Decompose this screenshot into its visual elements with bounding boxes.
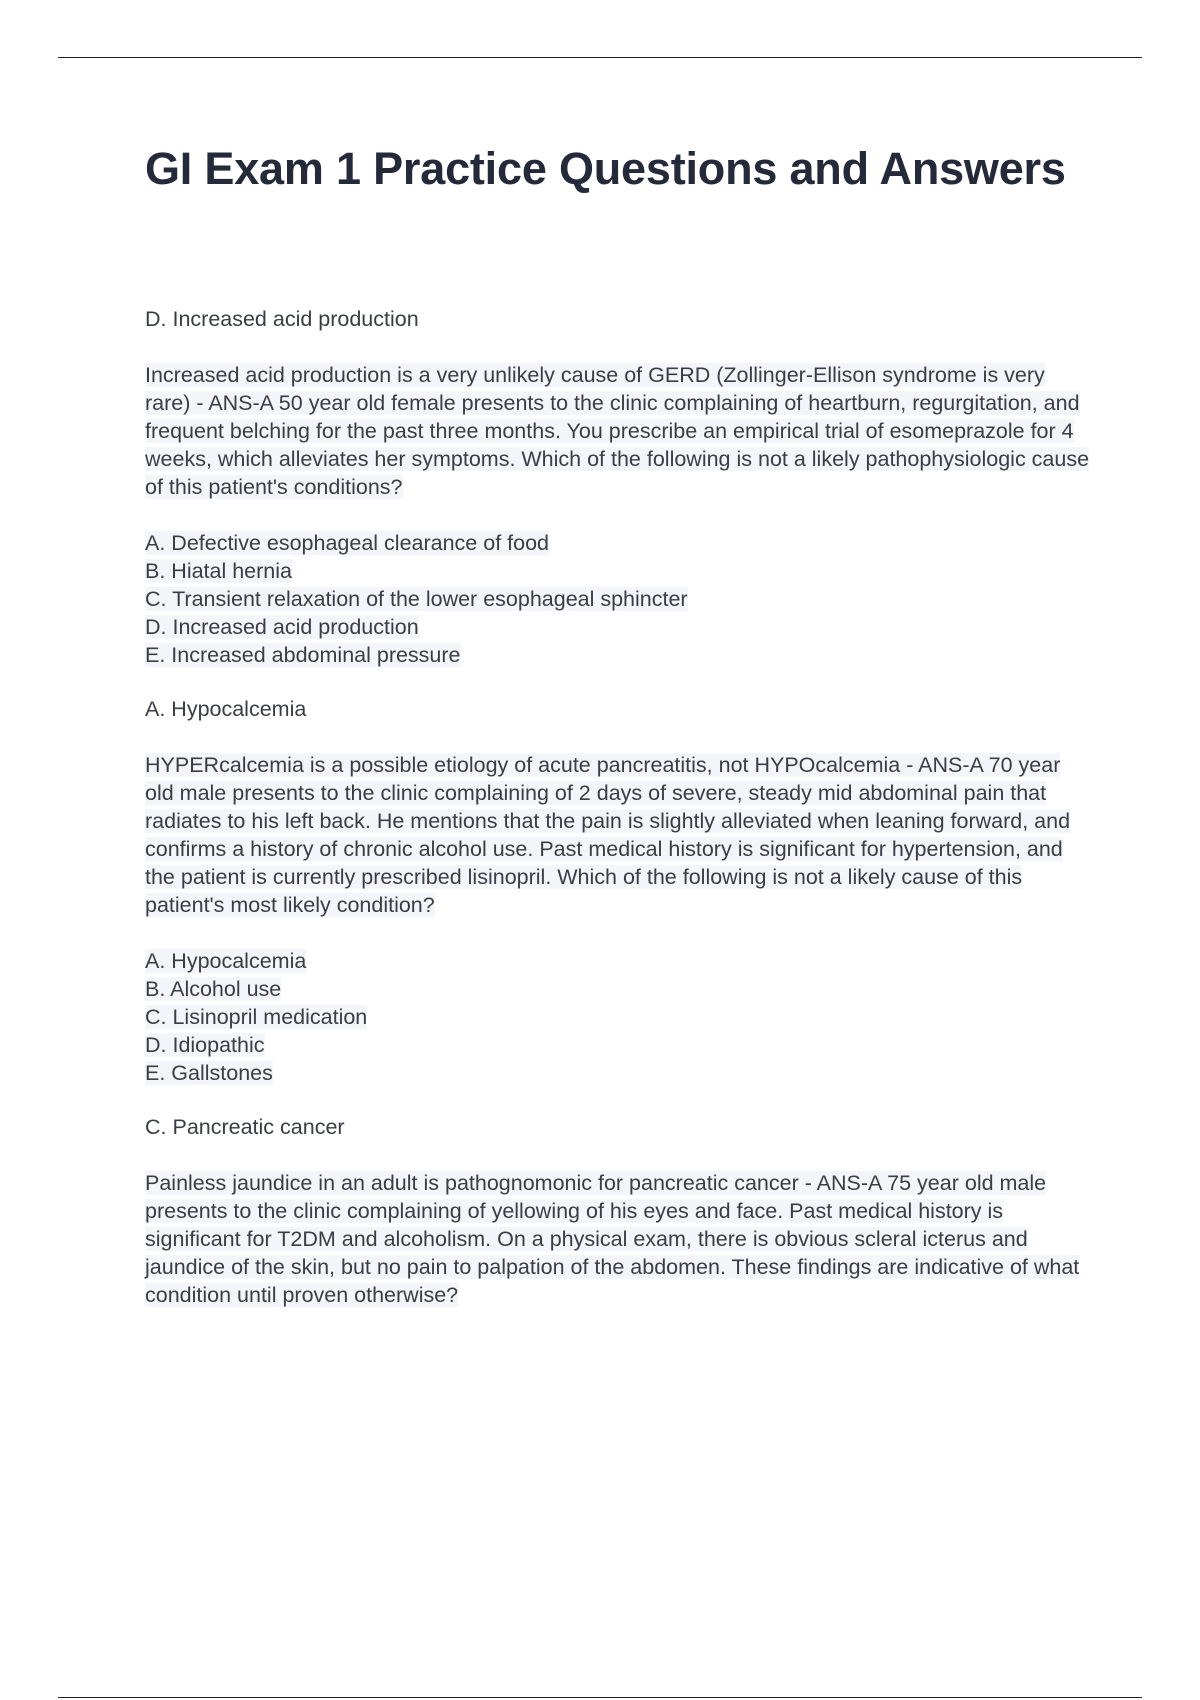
option-item: [145, 1003, 1090, 1031]
option-item: [145, 529, 1090, 557]
qa-block: [145, 305, 1090, 669]
option-text: E. Gallstones: [145, 1061, 273, 1085]
explanation-question-paragraph: [145, 361, 1090, 501]
option-text: C. Transient relaxation of the lower esophageal sphincter: [145, 587, 688, 611]
option-text: C. Lisinopril medication: [145, 1005, 368, 1029]
option-item: [145, 1031, 1090, 1059]
top-divider: [58, 57, 1142, 58]
option-item: [145, 641, 1090, 669]
qa-block: [145, 1113, 1090, 1309]
document-body: [145, 140, 1090, 1337]
option-text: E. Increased abdominal pressure: [145, 643, 461, 667]
option-text: D. Increased acid production: [145, 615, 419, 639]
option-text: D. Idiopathic: [145, 1033, 265, 1057]
option-text: B. Alcohol use: [145, 977, 282, 1001]
option-item: [145, 975, 1090, 1003]
options-list: [145, 529, 1090, 669]
option-item: [145, 557, 1090, 585]
paragraph-text: Increased acid production is a very unlikely cause of GERD (Zollinger-Ellison syndrome is very rare) - ANS-A 50 year old female presents to the clinic complaining of heartburn, regurgitation, and frequent belching for the past three months. You prescribe an empirical trial of esomeprazole for 4 weeks, which alleviates her symptoms. Which of the following is not a likely pathophysiologic cause of this patient's conditions?: [145, 363, 1090, 499]
bottom-divider: [58, 1697, 1142, 1698]
answer-line: C. Pancreatic cancer: [145, 1115, 345, 1139]
qa-block: [145, 695, 1090, 1087]
answer-line: D. Increased acid production: [145, 307, 419, 331]
option-item: [145, 1059, 1090, 1087]
option-text: A. Hypocalcemia: [145, 949, 307, 973]
options-list: [145, 947, 1090, 1087]
option-item: [145, 947, 1090, 975]
option-item: [145, 585, 1090, 613]
paragraph-text: HYPERcalcemia is a possible etiology of acute pancreatitis, not HYPOcalcemia - ANS-A 70 year old male presents to the clinic complaining of 2 days of severe, steady mid abdominal pain that radiates to his left back. He mentions that the pain is slightly alleviated when leaning forward, and confirms a history of chronic alcohol use. Past medical history is significant for hypertension, and the patient is currently prescribed lisinopril. Which of the following is not a likely cause of this patient's most likely condition?: [145, 753, 1071, 917]
qa-section: [145, 305, 1090, 1309]
option-item: [145, 613, 1090, 641]
answer-line: A. Hypocalcemia: [145, 697, 307, 721]
explanation-question-paragraph: [145, 1169, 1090, 1309]
explanation-question-paragraph: [145, 751, 1090, 919]
option-text: A. Defective esophageal clearance of food: [145, 531, 549, 555]
document-title: GI Exam 1 Practice Questions and Answers: [145, 143, 1066, 194]
paragraph-text: Painless jaundice in an adult is pathognomonic for pancreatic cancer - ANS-A 75 year old male presents to the clinic complaining of yellowing of his eyes and face. Past medical history is significant for T2DM and alcoholism. On a physical exam, there is obvious scleral icterus and jaundice of the skin, but no pain to palpation of the abdomen. These findings are indicative of what condition until proven otherwise?: [145, 1171, 1080, 1307]
option-text: B. Hiatal hernia: [145, 559, 292, 583]
